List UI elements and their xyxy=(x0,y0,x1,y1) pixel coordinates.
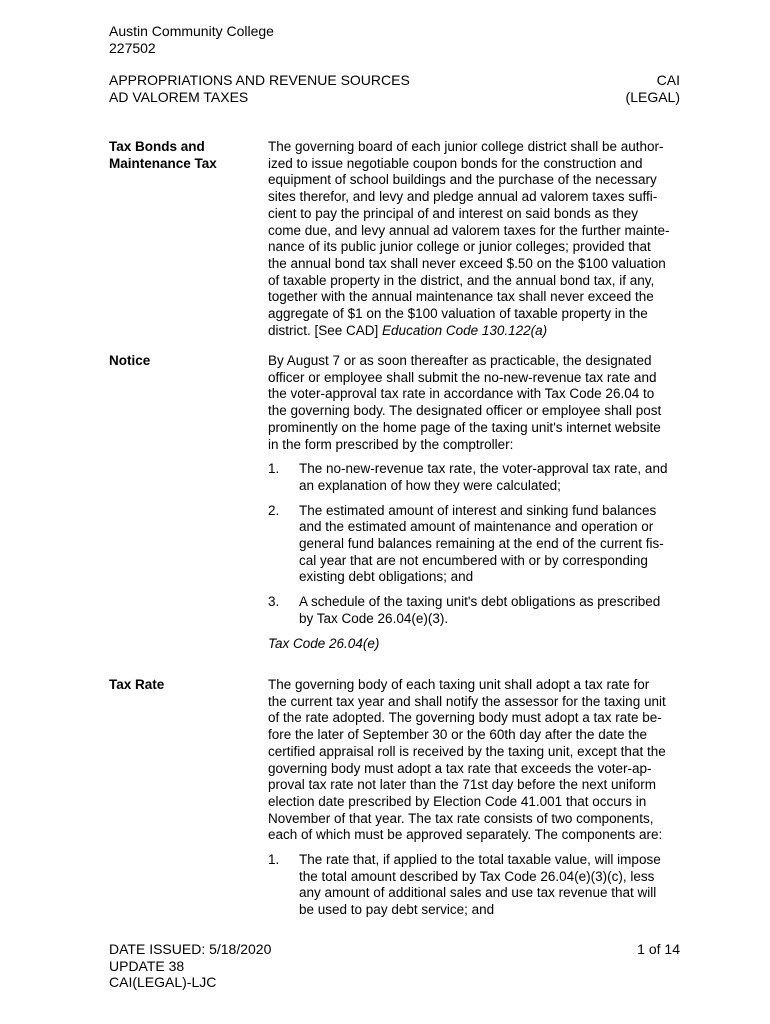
list-item xyxy=(268,852,681,919)
subsection-title: AD VALOREM TAXES xyxy=(109,88,249,105)
text-line: an explanation of how they were calculated; xyxy=(299,477,561,493)
list-number: 2. xyxy=(268,502,280,518)
tax-rate-list xyxy=(268,852,681,919)
section-tax-rate xyxy=(109,677,681,919)
text-line: existing debt obligations; and xyxy=(299,569,474,585)
text-line: cal year that are not encumbered with or by corresponding xyxy=(299,552,648,568)
section-text-tax-bonds xyxy=(268,139,681,339)
text-line: by Tax Code 26.04(e)(3). xyxy=(299,610,449,626)
policy-code: CAI xyxy=(656,72,680,88)
text-line: be used to pay debt service; and xyxy=(299,902,495,918)
text-line: The governing board of each junior college district shall be author- xyxy=(268,139,664,154)
text-line: proval tax rate not later than the 71st day before the next uniform xyxy=(268,777,656,793)
section-notice xyxy=(109,353,681,677)
text-line: fore the later of September 30 or the 60th day after the date the xyxy=(268,727,647,743)
list-number: 1. xyxy=(268,461,280,477)
text-line: the annual bond tax shall never exceed $.50 on the $100 valuation xyxy=(268,255,666,271)
text-line: the voter-approval tax rate in accordance with Tax Code 26.04 to xyxy=(268,386,655,402)
section-text-tax-rate xyxy=(268,677,681,919)
text-line: certified appraisal roll is received by the taxing unit, except that the xyxy=(268,743,666,759)
list-number: 3. xyxy=(268,594,280,610)
text-line: The no-new-revenue tax rate, the voter-approval tax rate, and xyxy=(299,461,668,477)
statute-citation: Tax Code 26.04(e) xyxy=(268,635,380,651)
list-item xyxy=(268,594,681,627)
text-line: The governing body of each taxing unit shall adopt a tax rate for xyxy=(268,677,650,692)
document-id: CAI(LEGAL)-LJC xyxy=(109,974,217,990)
text-line: governing body must adopt a tax rate that exceeds the voter-ap- xyxy=(268,760,652,776)
text-line: the total amount described by Tax Code 26.04(e)(3)(c), less xyxy=(299,868,655,884)
institution-code: 227502 xyxy=(109,39,156,56)
text-line: The rate that, if applied to the total taxable value, will impose xyxy=(299,852,661,868)
text-line: aggregate of $1 on the $100 valuation of taxable property in the xyxy=(268,306,648,322)
header-institution-block xyxy=(109,23,274,56)
header-policy-block xyxy=(626,72,680,105)
text-line: prominently on the home page of the taxing unit's internet website xyxy=(268,419,661,435)
policy-type: (LEGAL) xyxy=(625,88,680,105)
text-line-last xyxy=(268,323,681,340)
text-line: By August 7 or as soon thereafter as practicable, the designated xyxy=(268,353,652,368)
text-line: the governing body. The designated officer or employee shall post xyxy=(268,403,662,419)
date-issued: DATE ISSUED: 5/18/2020 xyxy=(109,941,272,957)
institution-name: Austin Community College xyxy=(109,23,274,39)
statute-citation: Education Code 130.122(a) xyxy=(382,322,548,338)
list-item xyxy=(268,503,681,587)
text-line: The estimated amount of interest and sinking fund balances xyxy=(299,502,657,518)
text-line: sites therefor, and levy and pledge annual ad valorem taxes suffi- xyxy=(268,189,658,205)
text-line: equipment of school buildings and the purchase of the necessary xyxy=(268,172,657,188)
text-line: officer or employee shall submit the no-new-revenue tax rate and xyxy=(268,369,657,385)
text-line: of taxable property in the district, and the annual bond tax, if any, xyxy=(268,272,655,288)
text-line: and the estimated amount of maintenance and operation or xyxy=(299,519,654,535)
text-line: general fund balances remaining at the end of the current fis- xyxy=(299,536,664,552)
page-number: 1 of 14 xyxy=(637,941,680,957)
text-line: of the rate adopted. The governing body must adopt a tax rate be- xyxy=(268,710,662,726)
section-label-tax-rate: Tax Rate xyxy=(109,677,165,692)
list-number: 1. xyxy=(268,852,280,868)
text-line: cient to pay the principal of and interest on said bonds as they xyxy=(268,205,638,221)
text-line: together with the annual maintenance tax shall never exceed the xyxy=(268,289,654,305)
label-line: Tax Bonds and xyxy=(109,139,205,154)
section-label-tax-bonds xyxy=(109,139,259,172)
update-number: UPDATE 38 xyxy=(109,957,185,974)
header-title-block xyxy=(109,72,410,105)
section-title: APPROPRIATIONS AND REVENUE SOURCES xyxy=(109,72,410,88)
text-line: ized to issue negotiable coupon bonds for the construction and xyxy=(268,155,643,171)
section-tax-bonds xyxy=(109,139,681,353)
text-line: election date prescribed by Election Code 41.001 that occurs in xyxy=(268,793,647,809)
text-line: in the form prescribed by the comptroller: xyxy=(268,436,514,452)
footer-info-block xyxy=(109,941,271,991)
section-text-notice xyxy=(268,353,681,652)
text-line: any amount of additional sales and use tax revenue that will xyxy=(299,885,657,901)
section-label-notice: Notice xyxy=(109,353,151,368)
document-body xyxy=(109,139,681,927)
text-plain: district. [See CAD] xyxy=(268,322,383,338)
list-item xyxy=(268,461,681,494)
text-line: A schedule of the taxing unit's debt obligations as prescribed xyxy=(299,594,661,610)
text-line: the current tax year and shall notify the assessor for the taxing unit xyxy=(268,693,666,709)
label-line: Maintenance Tax xyxy=(109,155,217,171)
text-line: November of that year. The tax rate consists of two components, xyxy=(268,810,654,826)
text-line: nance of its public junior college or junior colleges; provided that xyxy=(268,239,651,255)
text-line: come due, and levy annual ad valorem taxes for the further mainte- xyxy=(268,222,670,238)
text-line: each of which must be approved separately. The components are: xyxy=(268,827,663,843)
notice-list xyxy=(268,461,681,627)
